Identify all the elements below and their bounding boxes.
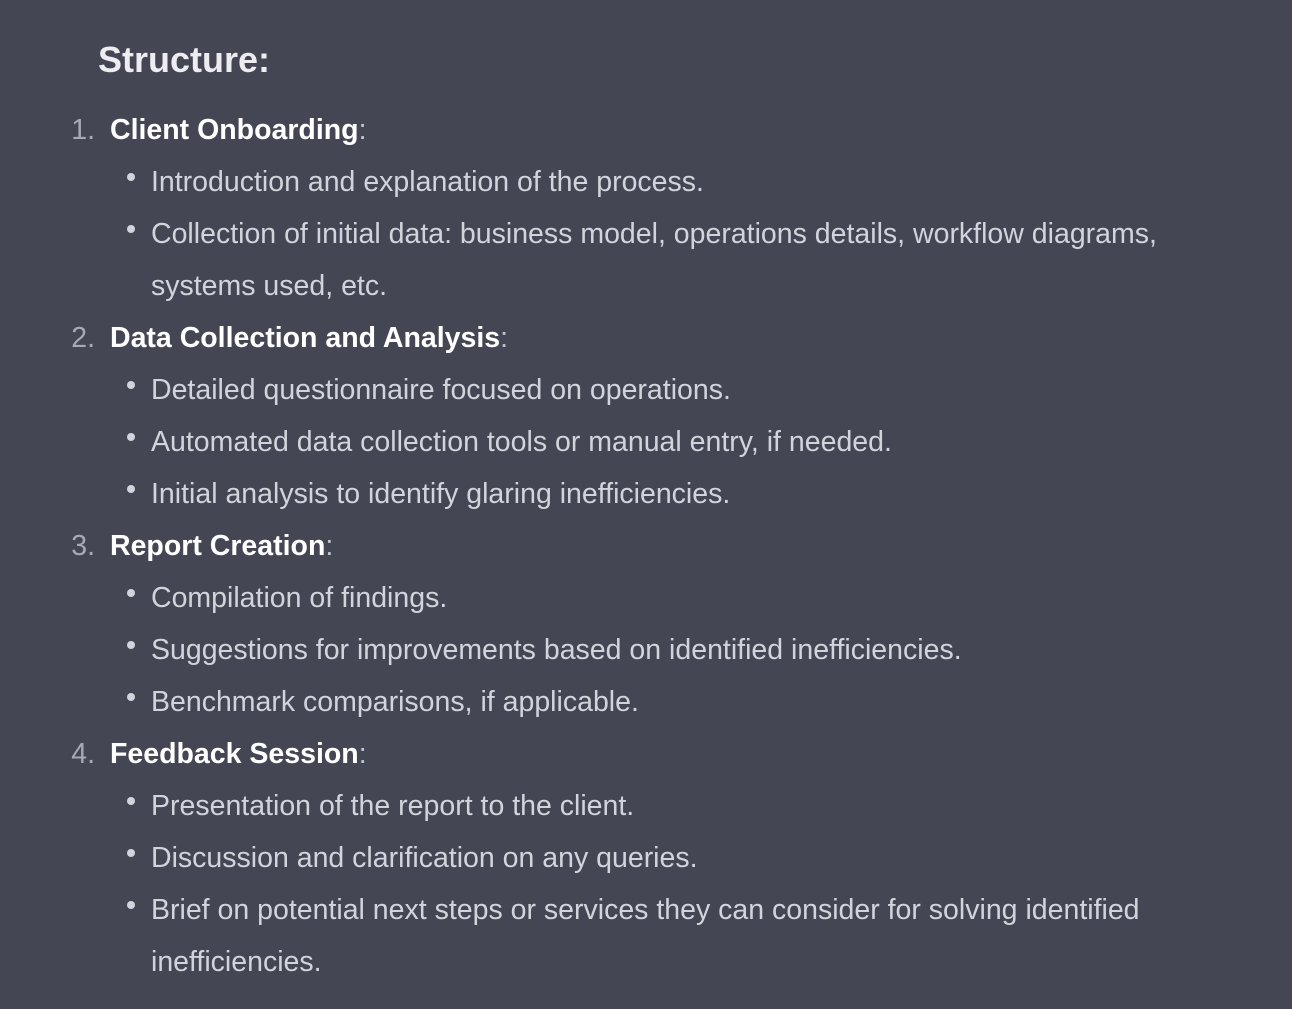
list-item — [0, 468, 1211, 520]
section-number: 3. — [71, 530, 95, 562]
section-title: Feedback Session — [110, 738, 359, 770]
list-item-text: Compilation of findings. — [151, 582, 448, 614]
section-header — [0, 312, 1292, 364]
section-title: Report Creation — [110, 530, 326, 562]
bullet-dot-icon — [127, 381, 135, 389]
section-number: 1. — [71, 114, 95, 146]
section-number: 2. — [71, 322, 95, 354]
list-item — [0, 416, 1211, 468]
bullet-dot-icon — [127, 173, 135, 181]
list-item — [0, 780, 1211, 832]
list-item — [0, 156, 1211, 208]
bullet-dot-icon — [127, 225, 135, 233]
section-header — [0, 728, 1292, 780]
section-colon: : — [500, 322, 509, 354]
section-colon: : — [358, 738, 367, 770]
structure-heading: Structure: — [98, 39, 271, 80]
list-item — [0, 572, 1211, 624]
list-item — [0, 676, 1211, 728]
list-item-text: Suggestions for improvements based on identified inefficiencies. — [151, 634, 962, 666]
section-colon: : — [325, 530, 334, 562]
list-item-text: Presentation of the report to the client. — [151, 790, 635, 822]
list-item-text: Brief on potential next steps or services they can consider for solving identified inefficiencies. — [151, 894, 1140, 978]
list-item-text: Initial analysis to identify glaring inefficiencies. — [151, 478, 731, 510]
bullet-list — [0, 780, 1292, 988]
list-item-text: Collection of initial data: business model, operations details, workflow diagrams, systems used, etc. — [151, 218, 1157, 302]
bullet-dot-icon — [127, 901, 135, 909]
list-item — [0, 624, 1211, 676]
section-header — [0, 104, 1292, 156]
bullet-dot-icon — [127, 433, 135, 441]
bullet-dot-icon — [127, 589, 135, 597]
list-item-text: Benchmark comparisons, if applicable. — [151, 686, 639, 718]
section-number: 4. — [71, 738, 95, 770]
bullet-dot-icon — [127, 797, 135, 805]
list-item — [0, 364, 1211, 416]
list-item — [0, 832, 1211, 884]
section-header — [0, 520, 1292, 572]
section-colon: : — [358, 114, 367, 146]
bullet-dot-icon — [127, 485, 135, 493]
section-data-collection-and-analysis — [0, 312, 1292, 520]
list-item — [0, 884, 1211, 988]
structure-list — [0, 104, 1292, 988]
list-item-text: Discussion and clarification on any queries. — [151, 842, 698, 874]
list-item-text: Automated data collection tools or manual entry, if needed. — [151, 426, 892, 458]
section-client-onboarding — [0, 104, 1292, 312]
section-title: Client Onboarding — [110, 114, 359, 146]
list-item-text: Introduction and explanation of the process. — [151, 166, 704, 198]
section-title: Data Collection and Analysis — [110, 322, 501, 354]
section-report-creation — [0, 520, 1292, 728]
bullet-dot-icon — [127, 693, 135, 701]
bullet-list — [0, 156, 1292, 312]
list-item-text: Detailed questionnaire focused on operations. — [151, 374, 731, 406]
section-feedback-session — [0, 728, 1292, 988]
bullet-list — [0, 572, 1292, 728]
bullet-list — [0, 364, 1292, 520]
bullet-dot-icon — [127, 641, 135, 649]
bullet-dot-icon — [127, 849, 135, 857]
list-item — [0, 208, 1211, 312]
